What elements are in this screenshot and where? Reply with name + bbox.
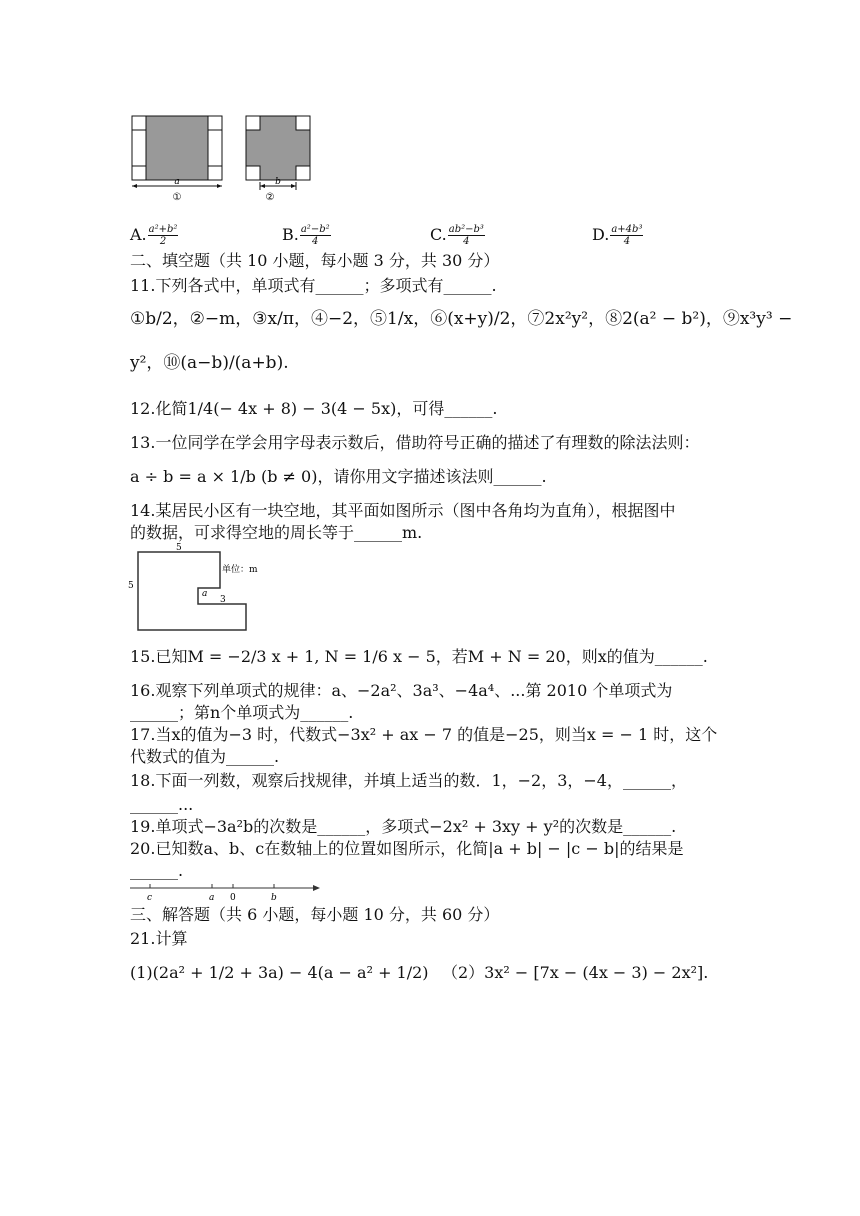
q20-line1: 20.已知数a、b、c在数轴上的位置如图所示，化简|a + b| − |c − b|的结果是 (130, 839, 684, 858)
fig14-unit: 单位：m (222, 565, 258, 575)
q18-line1: 18.下面一列数，观察后找规律，并填上适当的数．1，−2，3，−4，______， (130, 771, 687, 790)
q15-text: 15.已知M = −2/3 x + 1, N = 1/6 x − 5，若M + N = 20，则x的值为______. (130, 647, 708, 666)
q11-items2: y²，⑩(a−b)/(a+b). (130, 353, 289, 373)
q11-items: ①b/2，②−m，③x/π，④−2，⑤1/x，⑥(x+y)/2，⑦2x²y²，⑧2(a² − b²)，⑨x³y³ − (130, 309, 793, 329)
section2-title: 二、填空题（共 10 小题，每小题 3 分，共 30 分） (130, 251, 500, 270)
number-line (126, 880, 326, 906)
plot-figure (126, 542, 286, 634)
q19-text: 19.单项式−3a²b的次数是______，多项式−2x² + 3xy + y²的次数是______. (130, 817, 677, 836)
q11-line1: 11.下列各式中，单项式有______；多项式有______. (130, 276, 497, 295)
figure-caption-2: ② (265, 192, 275, 203)
option-a: A. $\frac{\text{a²+b²}}{2}$ (130, 224, 178, 247)
q16-line1: 16.观察下列单项式的规律：a、−2a²、3a³、−4a⁴、...第 2010 个单项式为 (130, 681, 673, 700)
option-d: D. $\frac{\text{a+4b³}}{4}$ (592, 224, 643, 247)
figure-label-a: a (174, 177, 180, 187)
q12-text: 12.化简1/4(− 4x + 8) − 3(4 − 5x)，可得______. (130, 399, 498, 418)
section3-title: 三、解答题（共 6 小题，每小题 10 分，共 60 分） (130, 905, 500, 924)
q16-line2: ______；第n个单项式为______. (130, 703, 354, 722)
numberline-b: b (271, 893, 277, 903)
q13-line2: a ÷ b = a × 1/b (b ≠ 0)，请你用文字描述该法则______. (130, 467, 547, 486)
q13-line1: 13.一位同学在学会用字母表示数后，借助符号正确的描述了有理数的除法法则： (130, 433, 700, 452)
q14-line1: 14.某居民小区有一块空地，其平面如图所示（图中各角均为直角），根据图中 (130, 501, 676, 520)
fig14-three-label: 3 (220, 595, 226, 605)
q17-line2: 代数式的值为______. (130, 747, 280, 766)
option-b: B. $\frac{\text{a²−b²}}{4}$ (282, 224, 330, 247)
q21-title: 21.计算 (130, 929, 188, 948)
figure-label-b: b (275, 177, 281, 187)
fig14-top-label: 5 (176, 543, 182, 553)
numberline-zero: 0 (230, 893, 236, 903)
fig14-left-label: 5 (128, 581, 134, 591)
q21-part2: （2）3x² − [7x − (4x − 3) − 2x²]. (442, 963, 709, 982)
q21-part1: (1)(2a² + 1/2 + 3a) − 4(a − a² + 1/2) (130, 963, 429, 982)
figure-caption-1: ① (172, 192, 182, 203)
q14-line2: 的数据，可求得空地的周长等于______m. (130, 523, 423, 542)
q17-line1: 17.当x的值为−3 时，代数式−3x² + ax − 7 的值是−25，则当x = − 1 时，这个 (130, 725, 718, 744)
q18-line2: ______... (130, 795, 194, 814)
fig14-a-label: a (202, 589, 208, 599)
square-figure (128, 112, 328, 208)
numberline-c: c (147, 893, 153, 903)
q20-line2: ______. (130, 861, 184, 880)
numberline-a: a (209, 893, 215, 903)
option-c: C. $\frac{\text{ab²−b³}}{4}$ (430, 224, 484, 247)
